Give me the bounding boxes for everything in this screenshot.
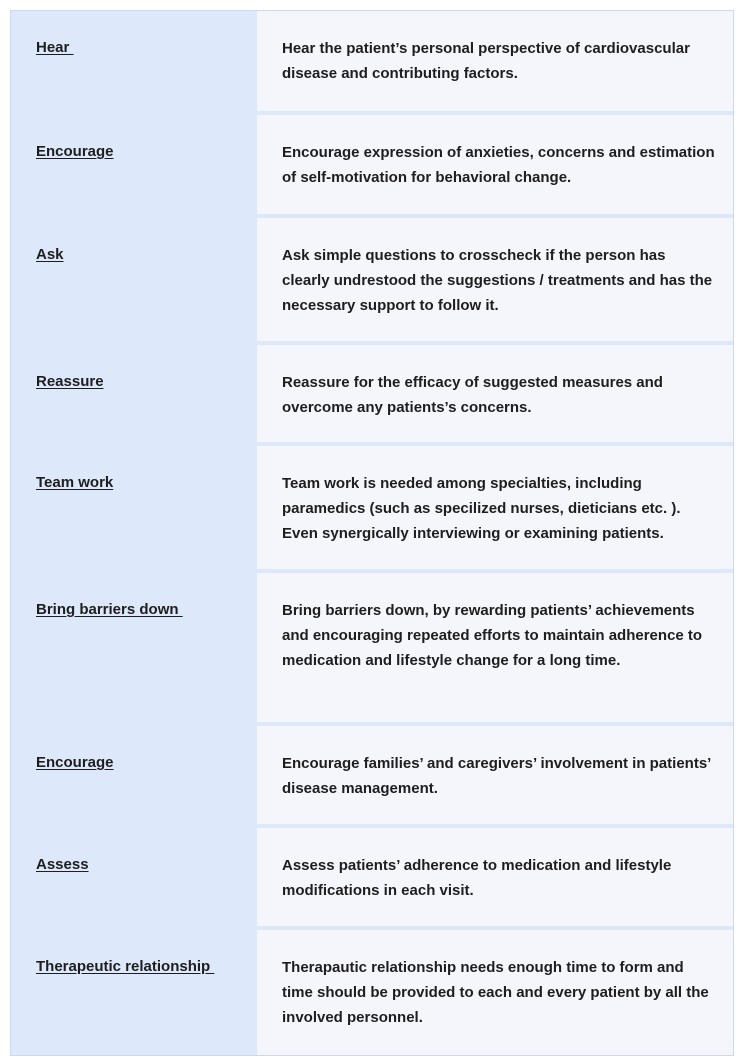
row-term: Reassure — [36, 373, 104, 390]
table-row — [11, 726, 733, 828]
row-description: Therapautic relationship needs enough time to form and time should be provided to each and every patient by all the involved personnel. — [282, 959, 709, 1026]
row-description: Bring barriers down, by rewarding patients’ achievements and encouraging repeated efforts to maintain adherence to medication and lifestyle change for a long time. — [282, 602, 703, 669]
table-row — [11, 446, 733, 573]
description-cell — [257, 930, 733, 1055]
table-row — [11, 930, 733, 1055]
row-term: Team work — [36, 474, 114, 491]
table-row — [11, 573, 733, 726]
description-cell — [257, 11, 733, 115]
row-term: Encourage — [36, 143, 114, 160]
row-term: Therapeutic relationship — [36, 958, 215, 975]
table-row — [11, 218, 733, 345]
description-cell — [257, 573, 733, 726]
description-cell — [257, 115, 733, 218]
row-description: Assess patients’ adherence to medication and lifestyle modifications in each visit. — [282, 857, 672, 899]
row-term: Encourage — [36, 754, 114, 771]
table-row — [11, 11, 733, 115]
description-cell — [257, 218, 733, 345]
row-description: Encourage families’ and caregivers’ involvement in patients’ disease management. — [282, 755, 711, 797]
table-row — [11, 828, 733, 930]
row-term: Hear — [36, 39, 74, 56]
table-row — [11, 345, 733, 446]
heart-acronym-table — [10, 10, 734, 1056]
description-cell — [257, 726, 733, 828]
description-cell — [257, 828, 733, 930]
description-cell — [257, 446, 733, 573]
row-description: Ask simple questions to crosscheck if the person has clearly undrestood the suggestions / treatments and has the necessary support to follow it. — [282, 247, 713, 314]
row-description: Encourage expression of anxieties, concerns and estimation of self-motivation for behavioral change. — [282, 144, 715, 186]
row-description: Team work is needed among specialties, including paramedics (such as specilized nurses, dieticians etc. ). Even synergically interviewing or examining patients. — [282, 475, 681, 542]
row-description: Reassure for the efficacy of suggested measures and overcome any patients’s concerns. — [282, 374, 663, 416]
row-description: Hear the patient’s personal perspective of cardiovascular disease and contributing factors. — [282, 40, 690, 82]
row-term: Ask — [36, 246, 64, 263]
row-term: Bring barriers down — [36, 601, 183, 618]
description-cell — [257, 345, 733, 446]
row-term: Assess — [36, 856, 89, 873]
table-row — [11, 115, 733, 218]
